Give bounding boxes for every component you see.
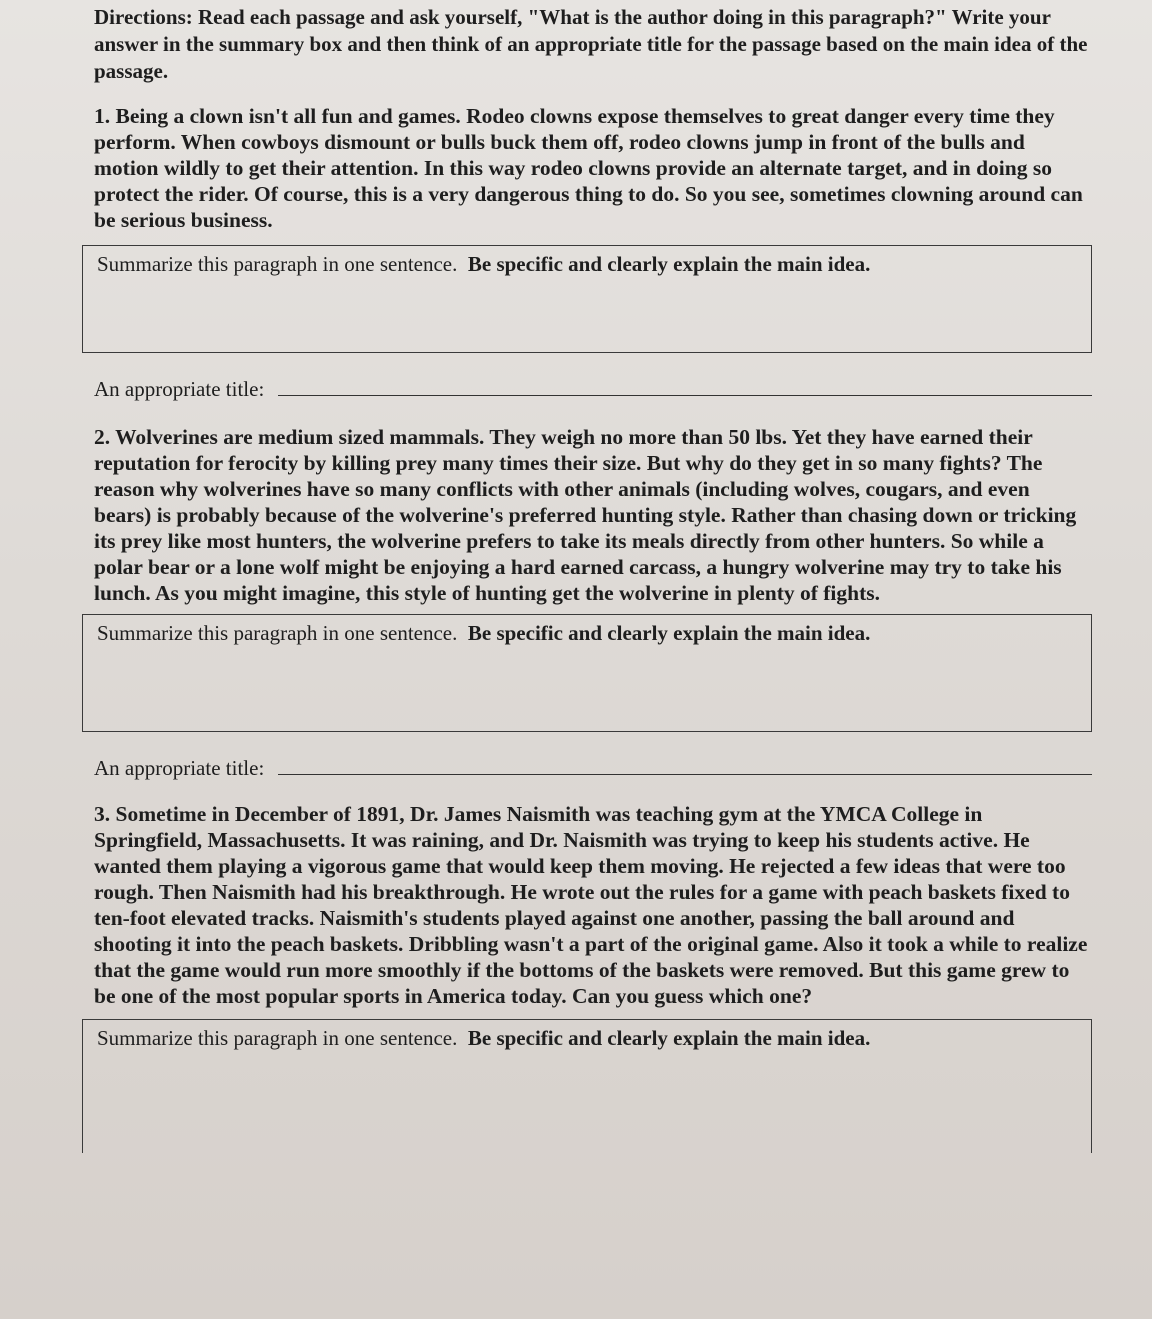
- title-row-2: [94, 756, 1092, 781]
- directions-text: Directions: Read each passage and ask yourself, "What is the author doing in this paragraph?" Write your answer in the summary box and then think of an appropriate title for the passage based on the main idea of the passage.: [94, 5, 1088, 83]
- title-answer-line-1[interactable]: [278, 394, 1092, 396]
- passage-2: 2. Wolverines are medium sized mammals. They weigh no more than 50 lbs. Yet they have earned their reputation for ferocity by killing prey many times their size. But why do they get in so many fights? The reason why wolverines have so many conflicts with other animals (including wolves, cougars, and even bears) is probably because of the wolverine's preferred hunting style. Rather than chasing down or tricking its prey like most hunters, the wolverine prefers to take its meals directly from other hunters. So while a polar bear or a lone wolf might be enjoying a hard earned carcass, a hungry wolverine may try to take his lunch. As you might imagine, this style of hunting get the wolverine in plenty of fights.: [94, 425, 1077, 605]
- summary-box-1[interactable]: [82, 245, 1092, 353]
- summary-instruction-3: Be specific and clearly explain the main idea.: [467, 1026, 871, 1050]
- passage-1: 1. Being a clown isn't all fun and games. Rodeo clowns expose themselves to great danger every time they perform. When cowboys dismount or bulls buck them off, rodeo clowns jump in front of the bulls and motion wildly to get their attention. In this way rodeo clowns provide an alternate target, and in doing so protect the rider. Of course, this is a very dangerous thing to do. So you see, sometimes clowning around can be serious business.: [94, 104, 1083, 232]
- summary-box-2[interactable]: [82, 614, 1092, 732]
- summary-box-3[interactable]: [82, 1019, 1092, 1153]
- title-label-2: An appropriate title:: [94, 756, 265, 780]
- summary-prompt-1: Summarize this paragraph in one sentence.: [97, 252, 458, 276]
- passage-3: 3. Sometime in December of 1891, Dr. James Naismith was teaching gym at the YMCA College in Springfield, Massachusetts. It was raining, and Dr. Naismith was trying to keep his students active. He wanted them playing a vigorous game that would keep them moving. He rejected a few ideas that were too rough. Then Naismith had his breakthrough. He wrote out the rules for a game with peach baskets fixed to ten-foot elevated tracks. Naismith's students played against one another, passing the ball around and shooting it into the peach baskets. Dribbling wasn't a part of the original game. Also it took a while to realize that the game would run more smoothly if the bottoms of the baskets were removed. But this game grew to be one of the most popular sports in America today. Can you guess which one?: [94, 802, 1088, 1008]
- summary-prompt-3: Summarize this paragraph in one sentence.: [97, 1026, 458, 1050]
- title-row-1: [94, 377, 1092, 402]
- title-label-1: An appropriate title:: [94, 377, 265, 401]
- summary-prompt-2: Summarize this paragraph in one sentence.: [97, 621, 458, 645]
- title-answer-line-2[interactable]: [278, 773, 1092, 775]
- summary-instruction-1: Be specific and clearly explain the main idea.: [467, 252, 871, 276]
- summary-instruction-2: Be specific and clearly explain the main idea.: [467, 621, 871, 645]
